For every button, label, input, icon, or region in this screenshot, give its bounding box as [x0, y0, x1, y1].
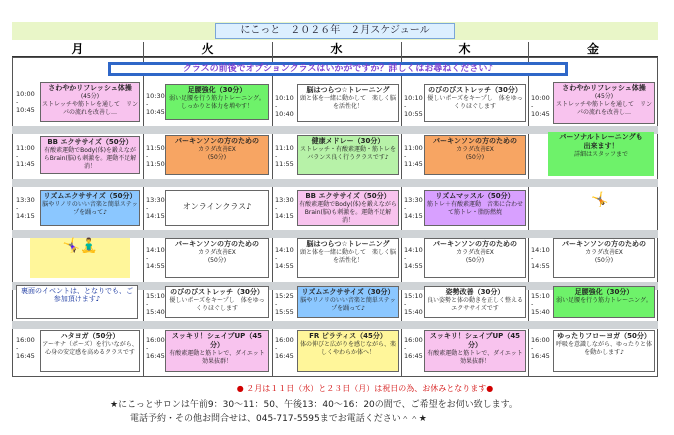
- day-wednesday: 水: [272, 42, 401, 57]
- class-thu-1[interactable]: のびのびストレッチ（30分） 優しいポーズをキープし 体をゆっくりほぐします: [424, 84, 526, 122]
- time-label: 15:25 - 15:55: [275, 292, 294, 316]
- time-label: 11:00 - 11:45: [404, 144, 423, 168]
- class-wed-6[interactable]: FR ピラティス（45分） 体の伸びと広がりを感じながら、楽しくやわらか体へ！: [297, 330, 399, 372]
- time-label: 10:00 - 10:45: [531, 94, 550, 118]
- time-label: 11:00 - 11:45: [16, 144, 35, 168]
- time-label: 16:00 - 16:45: [146, 336, 165, 360]
- class-thu-5[interactable]: 姿勢改善（30分） 良い姿勢と体の動きを正しく整えるエクササイズです: [424, 286, 526, 318]
- day-monday: 月: [12, 42, 143, 57]
- time-label: 16:00 - 16:45: [16, 336, 35, 360]
- class-fri-4[interactable]: パーキンソンの方のための カラダ改善EX (50分): [553, 238, 655, 278]
- people-illustration-icon: 🤸: [591, 192, 609, 208]
- class-mon-6[interactable]: ハタヨガ（50分） アーサナ（ポーズ）を行いながら、心身の安定感を高めるクラスです: [40, 330, 140, 372]
- class-thu-6[interactable]: スッキリ！シェイプUP（45分） 有酸素運動と筋トレで、ダイエット効果抜群！: [424, 330, 526, 372]
- time-label: 10:00 - 10:45: [16, 90, 35, 114]
- time-label: 14:10 - 14:55: [146, 246, 165, 270]
- time-label: 15:10 - 15:40: [146, 292, 165, 316]
- day-friday: 金: [528, 42, 658, 57]
- class-mon-3[interactable]: リズムエクササイズ（50分） 脳やリノリのいい音楽と簡単ステップを踊って♪: [40, 190, 140, 226]
- holiday-notice: ● ２月は１１日（水）と２３日（月）は祝日の為、お休みとなります●: [236, 384, 494, 393]
- class-wed-2[interactable]: 健康メドレー（30分） ストレッチ・有酸素運動・筋トレをバランス良く行うクラスです♪: [297, 135, 399, 175]
- time-label: 10:30 - 10:45: [146, 92, 165, 116]
- time-label: 15:10 - 15:40: [531, 292, 550, 316]
- class-tue-3[interactable]: オンラインクラス♪: [165, 190, 269, 226]
- class-tue-5[interactable]: のびのびストレッチ（30分） 優しいポーズをキープし 体をゆっくりほぐします: [165, 286, 269, 318]
- row-separator: [12, 321, 658, 329]
- time-label: 16:00 - 16:45: [404, 336, 423, 360]
- class-wed-4[interactable]: 脳はつらつ☆トレーニング 頭と体を一緒に動かして 楽しく脳を活性化！: [297, 238, 399, 278]
- class-mon-1[interactable]: さわやかリフレッシュ体操 (45分) ストレッチや筋トレを通して リンパの流れを改善し…: [40, 82, 140, 122]
- time-label: 11:50 - 11:50: [146, 144, 165, 168]
- class-tue-2[interactable]: パーキンソンの方のための カラダ改善EX (50分): [165, 135, 269, 175]
- time-label: 16:00 - 16:45: [531, 336, 550, 360]
- time-label: 13:30 - 14:15: [16, 196, 35, 220]
- class-wed-5[interactable]: リズムエクササイズ（30分） 脳やリノリのいい音楽と簡単ステップを踊って♪: [297, 286, 399, 318]
- class-wed-3[interactable]: BB エクササイズ（50分） 有酸素運動でBody(体)を鍛えながらBrain(脳)も刺激を。運動不足解消！: [297, 190, 399, 226]
- option-banner: クラスの前後でオプションクラスはいかがですか？詳しくはお尋ねください♪: [108, 62, 568, 76]
- personal-training-note: パーソナルトレーニングも 出来ます！ 詳細はスタッフまで: [548, 132, 654, 176]
- class-fri-1[interactable]: さわやかリフレッシュ体操 (45分) ストレッチや筋トレを通して リンパの流れを改善し…: [553, 82, 655, 124]
- time-label: 14:10 - 14:55: [531, 246, 550, 270]
- salon-hours-note: ★にこっとサロンは午前9：30～11：50、午後13：40～16：20の間で、ご希望をお伺い致します。: [110, 400, 518, 410]
- class-tue-4[interactable]: パーキンソンの方のための カラダ改善EX (50分): [165, 238, 269, 278]
- row-separator: [12, 230, 658, 238]
- class-fri-5[interactable]: 足腰強化（30分） 弱い足腰を行う筋力トレーニング。: [553, 286, 655, 318]
- exercise-illustration-icon: 🤸‍♀️🧘‍♂️: [30, 238, 130, 278]
- class-thu-2[interactable]: パーキンソンの方のための カラダ改善EX (50分): [424, 135, 526, 175]
- time-label: 15:10 - 15:40: [404, 292, 423, 316]
- time-label: 10:10 - 10:40: [275, 94, 294, 118]
- row-separator: [12, 179, 658, 187]
- time-label: 11:10 - 11:55: [275, 144, 294, 168]
- class-thu-3[interactable]: リズムマッスル（50分） 筋トレ＋有酸素運動 音楽に合わせて筋トレ・脂肪燃焼: [424, 190, 526, 226]
- day-tuesday: 火: [143, 42, 272, 57]
- time-label: 13:30 - 14:15: [275, 196, 294, 220]
- time-label: 13:30 - 14:15: [146, 196, 165, 220]
- class-wed-1[interactable]: 脳はつらつ☆トレーニング 頭と体を一緒に動かして 楽しく脳を活性化！: [297, 84, 399, 122]
- day-thursday: 木: [401, 42, 528, 57]
- event-notice: 裏面のイベントは、となりでも、ご参加頂けます♪: [16, 285, 138, 319]
- class-tue-1[interactable]: 足腰強化（30分） 弱い足腰を行う筋力トレーニング。しっかりと体力を増やす！: [165, 84, 269, 120]
- time-label: 13:30 - 14:15: [404, 196, 423, 220]
- class-fri-6[interactable]: ゆったりフローヨガ（50分） 呼吸を意識しながら、ゆったりと体を動かします♪: [553, 330, 655, 372]
- class-tue-6[interactable]: スッキリ！シェイプUP（45分） 有酸素運動と筋トレで、ダイエット効果抜群！: [165, 330, 269, 372]
- time-label: 14:10 - 14:55: [404, 246, 423, 270]
- time-label: 16:00 - 16:45: [275, 336, 294, 360]
- phone-note: 電話予約・その他お問合せは、045-717-5595までお電話ください＾＾★: [130, 414, 427, 424]
- time-label: 10:10 - 10:55: [404, 94, 423, 118]
- class-thu-4[interactable]: パーキンソンの方のための カラダ改善EX (50分): [424, 238, 526, 278]
- schedule-title: にこっと ２０２６年 ２月スケジュール: [215, 23, 455, 39]
- time-label: 14:10 - 14:55: [275, 246, 294, 270]
- class-mon-2[interactable]: BB エクササイズ（50分） 有酸素運動でBody(体)を鍛えながらBrain(脳)も刺激を。運動不足解消！: [40, 136, 140, 174]
